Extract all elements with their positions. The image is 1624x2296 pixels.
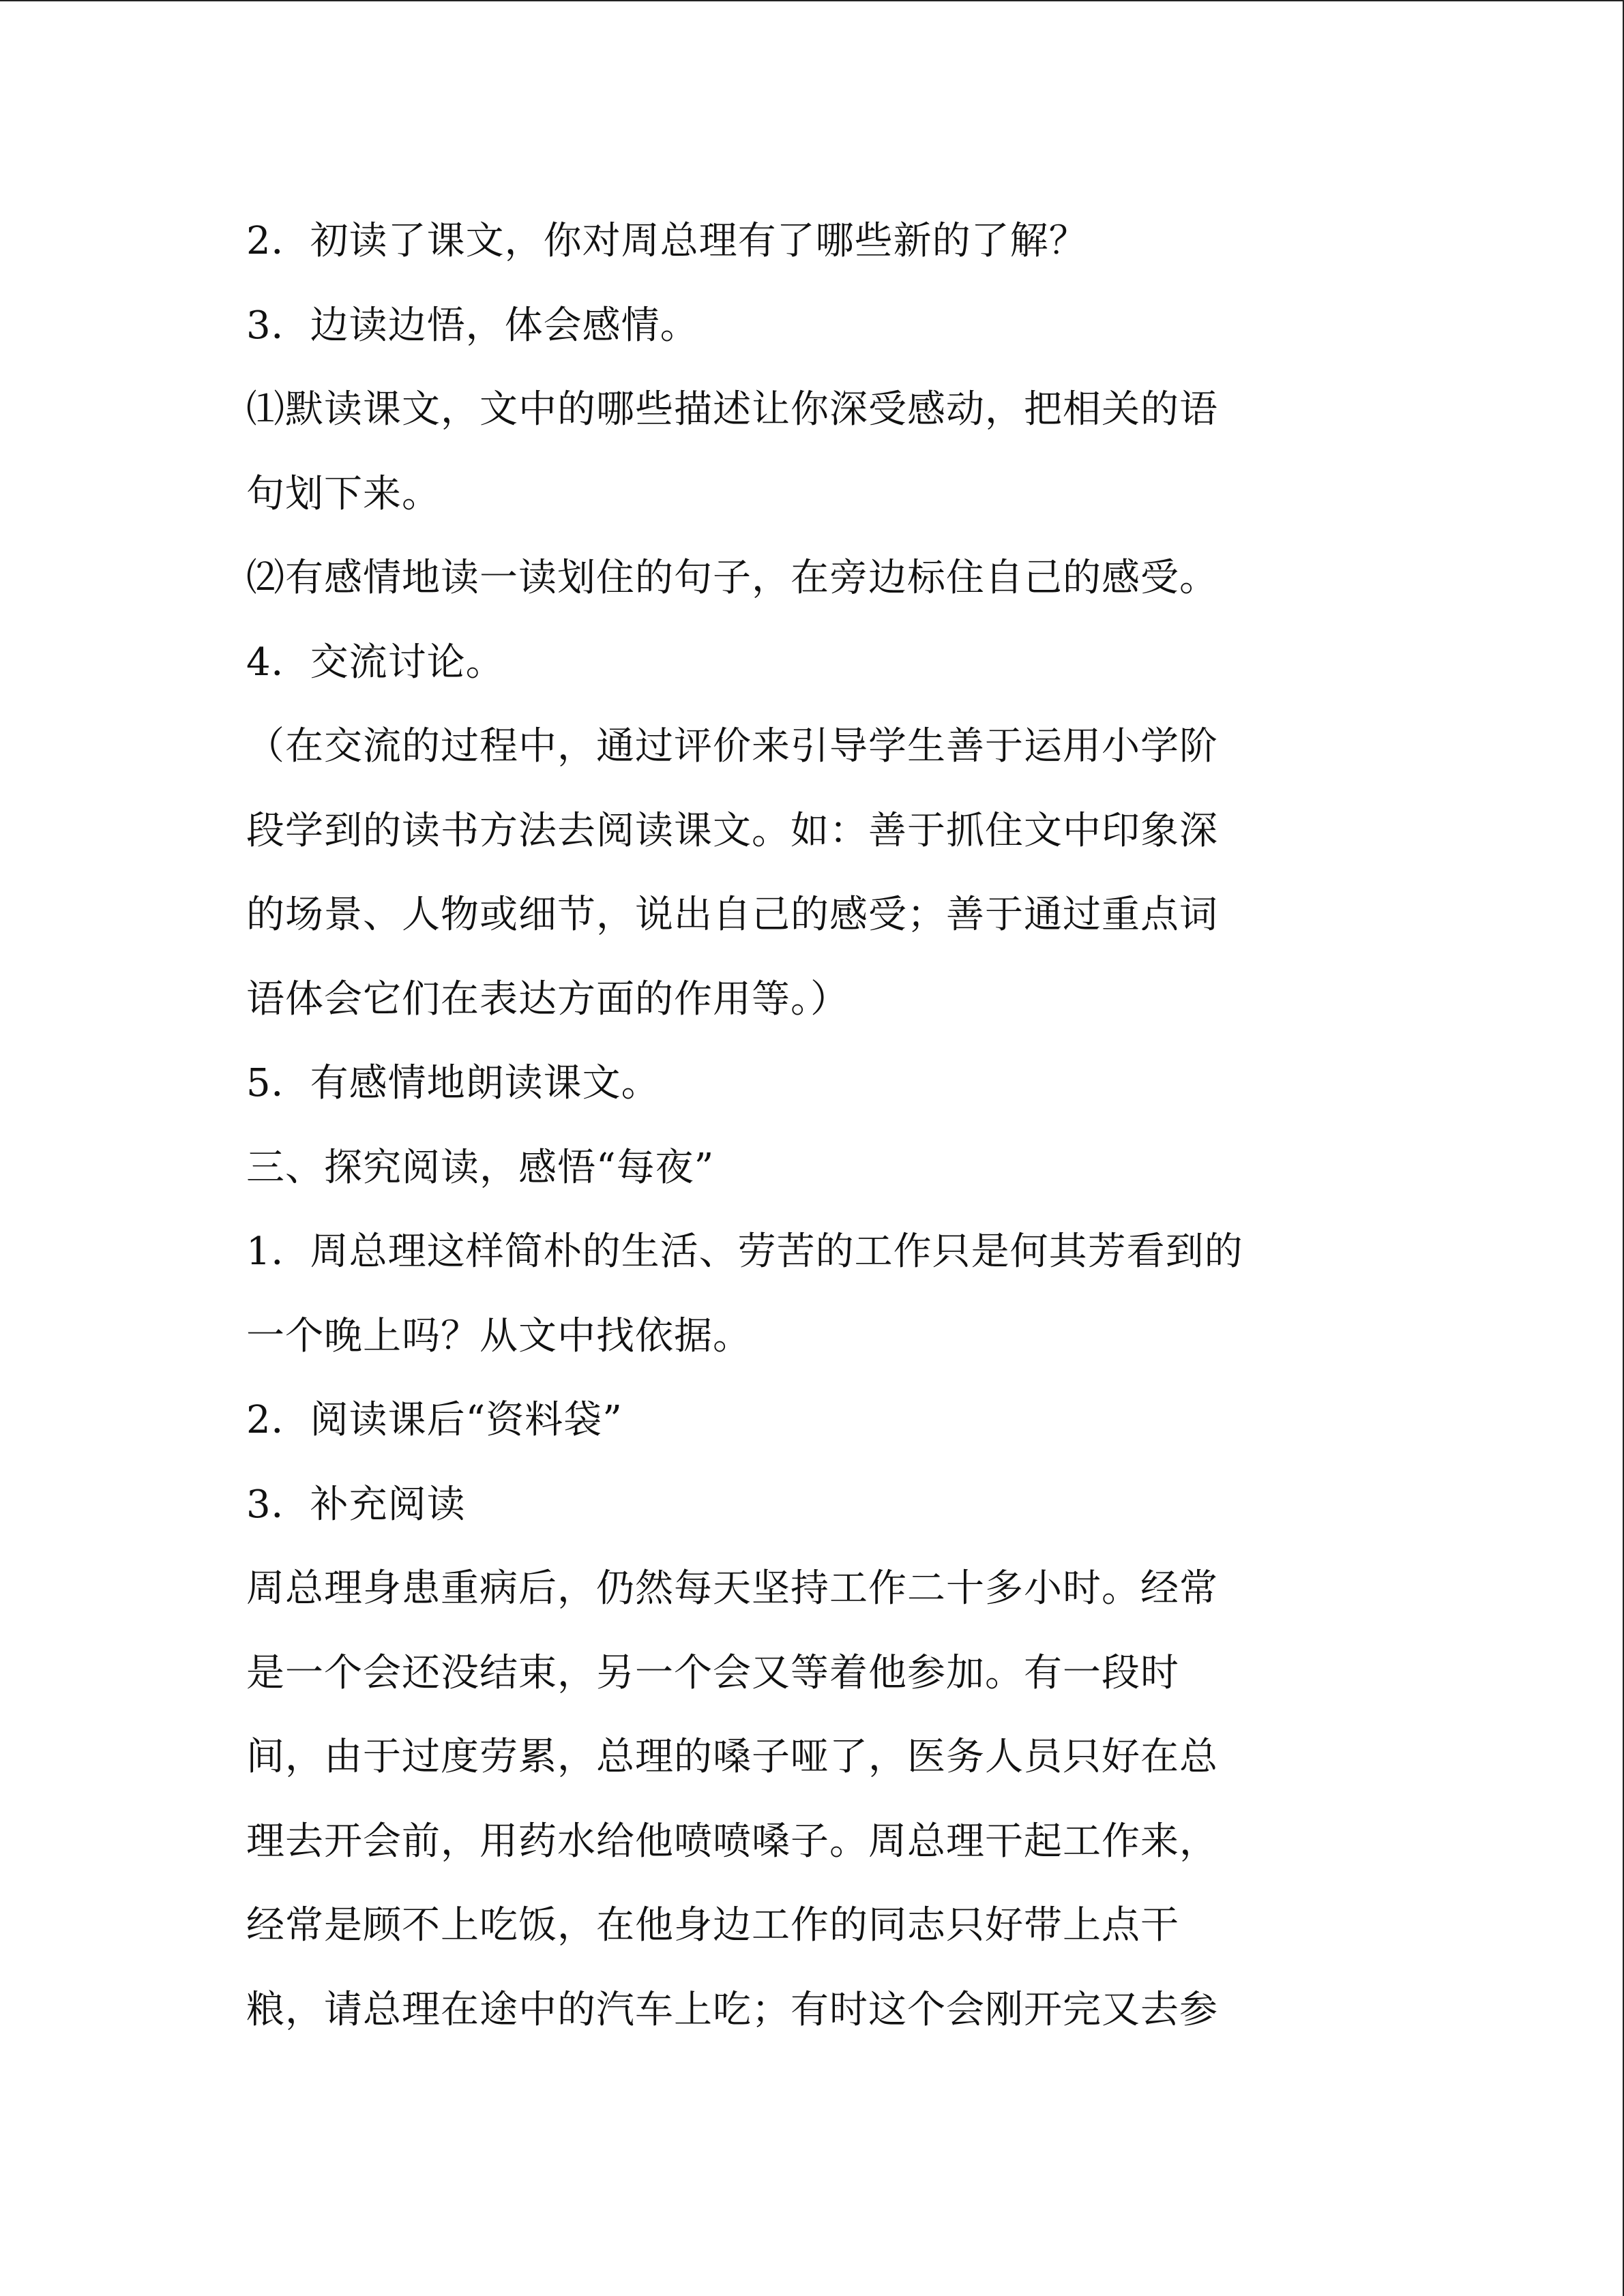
text-line: ⑴默读课文，文中的哪些描述让你深受感动，把相关的语 xyxy=(246,387,1218,432)
text-line: 的场景、人物或细节，说出自己的感受；善于通过重点词 xyxy=(246,893,1218,937)
text-line: 经常是顾不上吃饭，在他身边工作的同志只好带上点干 xyxy=(246,1903,1179,1948)
text-line: （在交流的过程中，通过评价来引导学生善于运用小学阶 xyxy=(246,724,1218,769)
text-line: 4．交流讨论。 xyxy=(246,640,505,685)
text-line: 周总理身患重病后，仍然每天坚持工作二十多小时。经常 xyxy=(246,1566,1218,1611)
document-body xyxy=(246,199,1378,2052)
text-line: 语体会它们在表达方面的作用等。） xyxy=(246,976,849,1022)
text-line: 3．补充阅读 xyxy=(246,1482,466,1527)
text-line: 粮，请总理在途中的汽车上吃；有时这个会刚开完又去参 xyxy=(246,1987,1218,2032)
text-line: 2．阅读课后“资料袋” xyxy=(246,1398,623,1442)
text-line: 一个晚上吗？从文中找依据。 xyxy=(246,1313,752,1358)
text-line: 2．初读了课文，你对周总理有了哪些新的了解？ xyxy=(246,219,1088,263)
text-line: 5．有感情地朗读课文。 xyxy=(246,1061,660,1105)
text-line: 句划下来。 xyxy=(246,471,441,516)
text-line: 3．边读边悟，体会感情。 xyxy=(246,303,699,348)
text-line: 是一个会还没结束，另一个会又等着他参加。有一段时 xyxy=(246,1650,1179,1695)
text-line: 1．周总理这样简朴的生活、劳苦的工作只是何其芳看到的 xyxy=(246,1229,1243,1274)
text-line: 间，由于过度劳累，总理的嗓子哑了，医务人员只好在总 xyxy=(246,1735,1218,1779)
text-line: 三、探究阅读，感悟“每夜” xyxy=(246,1145,715,1190)
text-line: ⑵有感情地读一读划住的句子，在旁边标住自己的感受。 xyxy=(246,556,1218,600)
text-line: 段学到的读书方法去阅读课文。如：善于抓住文中印象深 xyxy=(246,808,1218,853)
page-border-top xyxy=(0,0,1624,1)
text-line: 理去开会前，用药水给他喷喷嗓子。周总理干起工作来， xyxy=(246,1819,1218,1864)
